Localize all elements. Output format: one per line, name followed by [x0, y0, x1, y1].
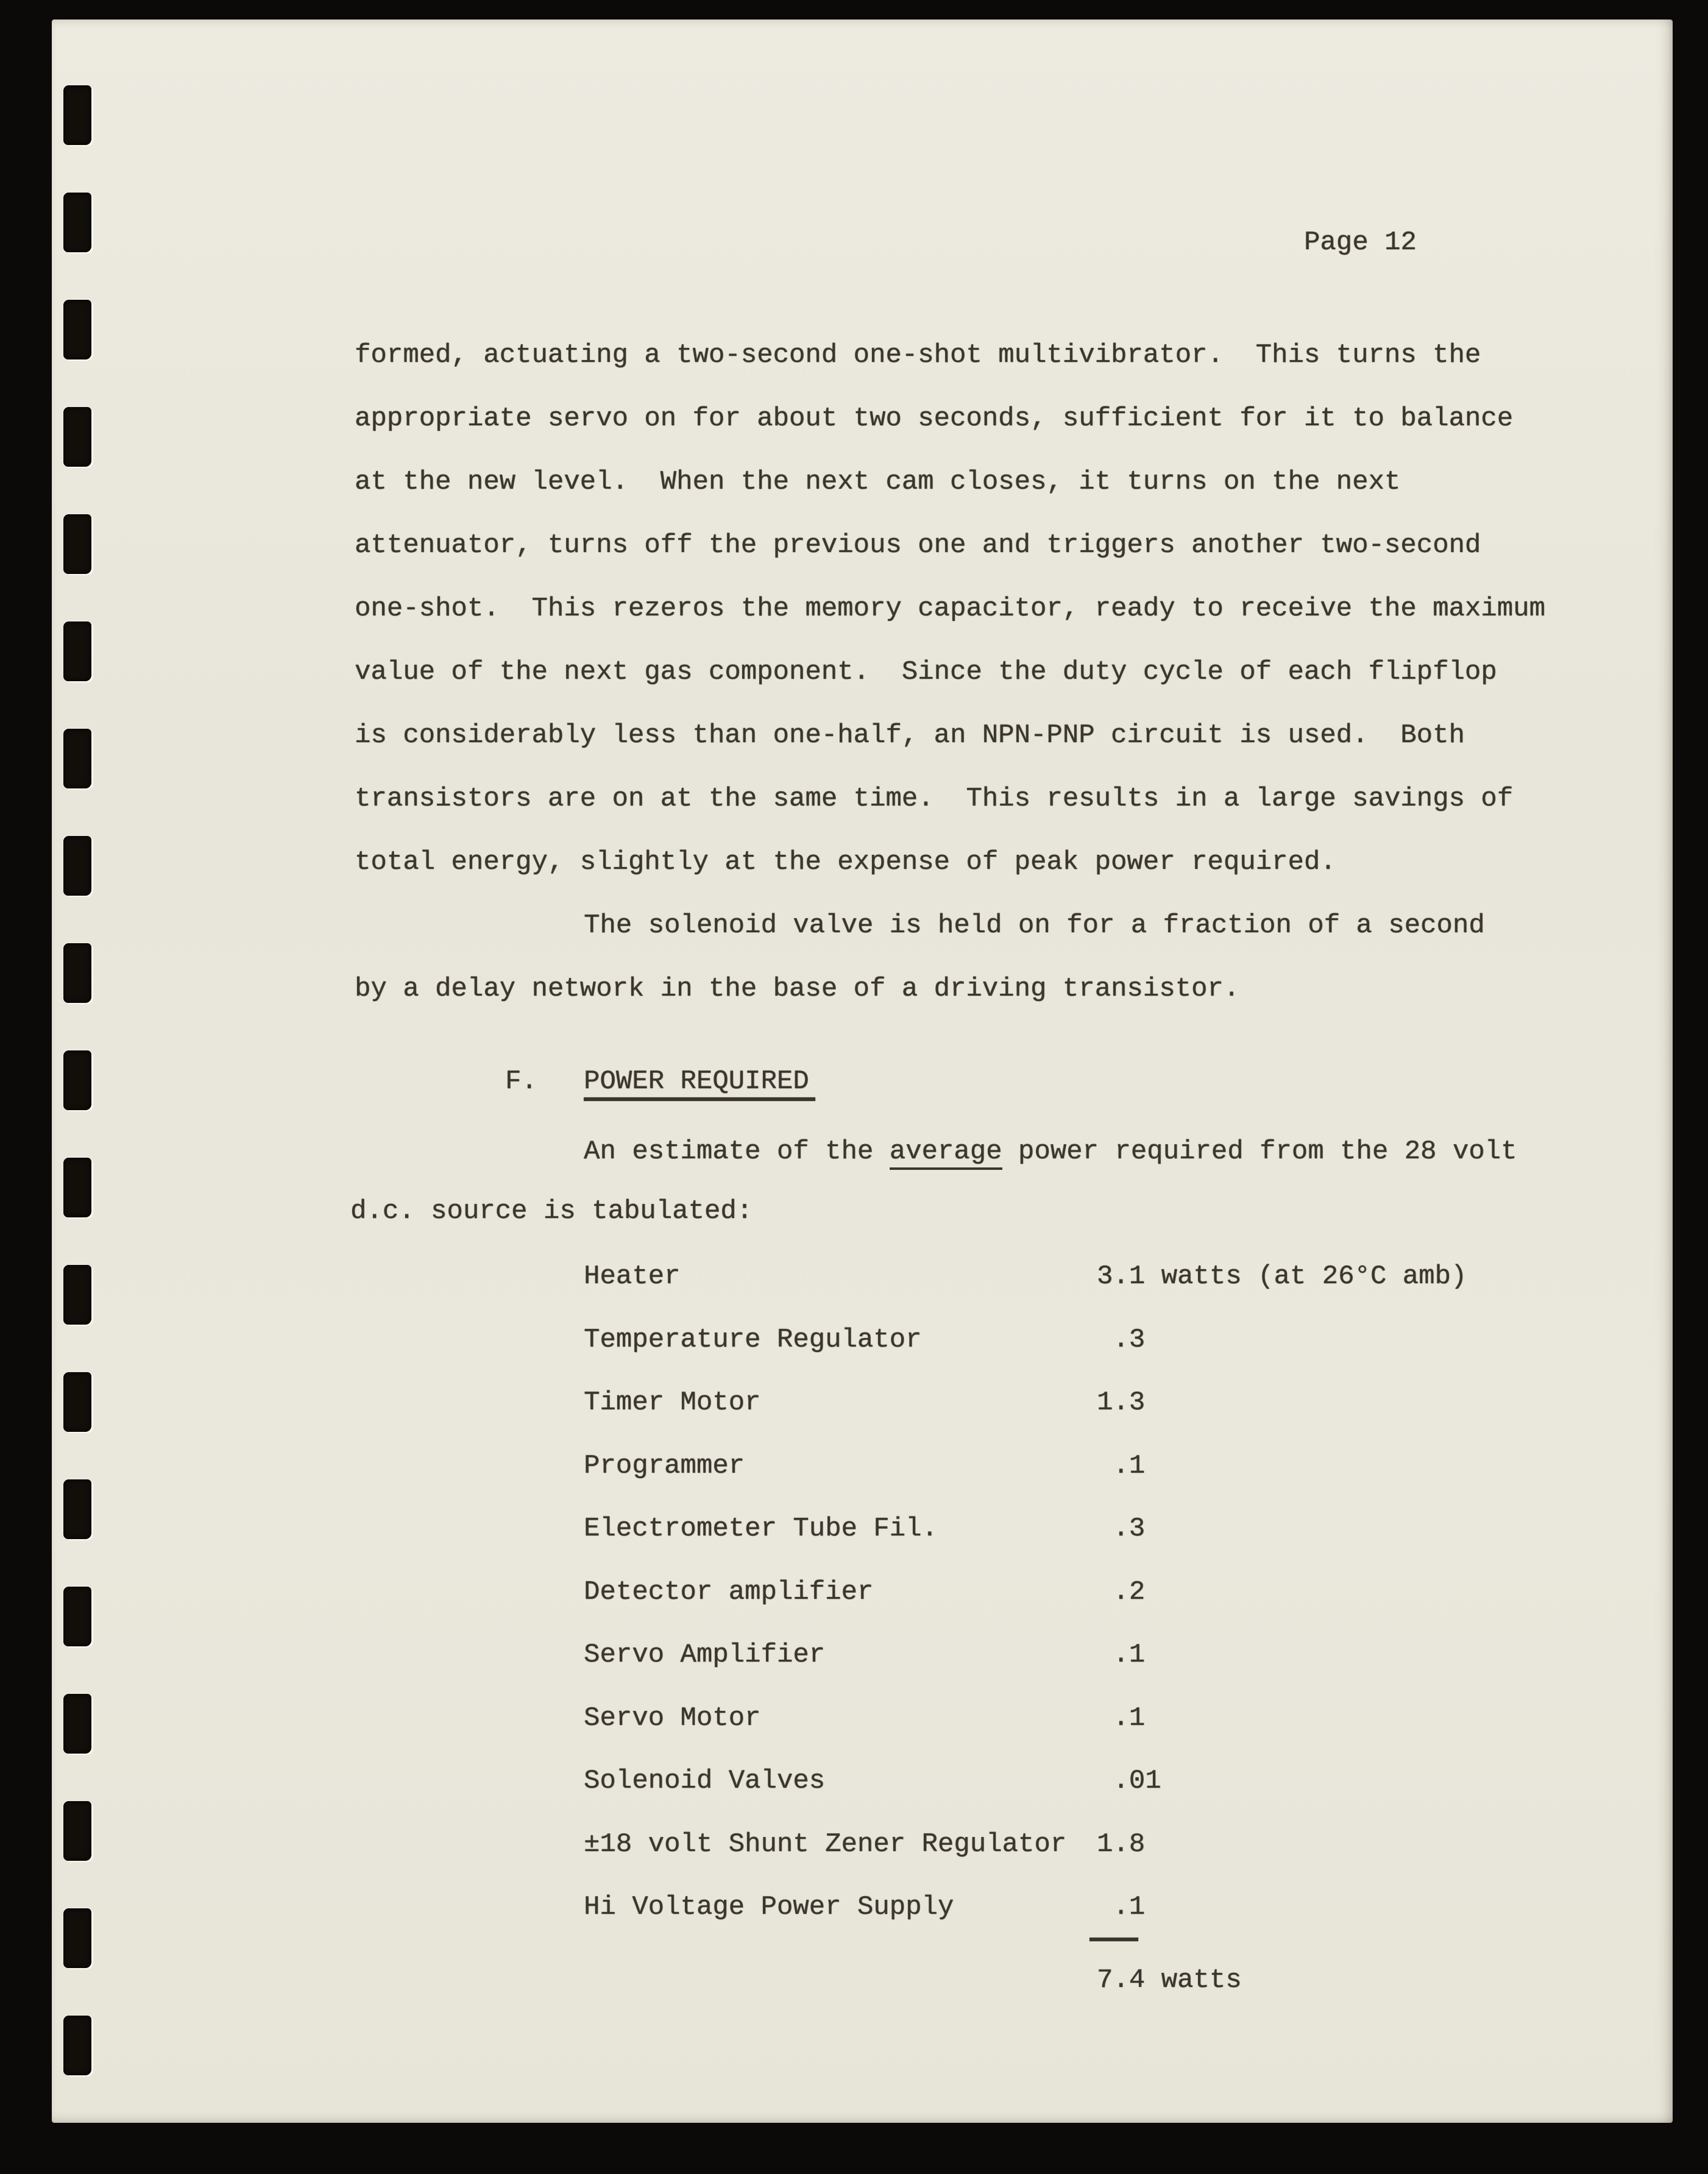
body-line: transistors are on at the same time. This results in a large savings of: [355, 784, 1514, 814]
table-total: 7.4 watts: [1097, 1965, 1242, 1995]
intro-underlined-word: average: [890, 1136, 1002, 1170]
binding-hole: [63, 1479, 91, 1539]
binding-hole: [63, 729, 91, 788]
body-line: total energy, slightly at the expense of peak power required.: [355, 847, 1336, 877]
table-row-label: Detector amplifier: [584, 1577, 874, 1607]
table-row-label: Temperature Regulator: [584, 1325, 922, 1355]
table-row-label: Electrometer Tube Fil.: [584, 1514, 938, 1544]
table-row-label: Servo Amplifier: [584, 1640, 826, 1670]
binding-hole: [63, 1694, 91, 1754]
table-row-label: Solenoid Valves: [584, 1766, 826, 1796]
binding-hole: [63, 2016, 91, 2075]
binding-hole: [63, 1587, 91, 1646]
binding-hole: [63, 300, 91, 359]
table-sum-underline: [1090, 1938, 1138, 1941]
binding-hole: [63, 1050, 91, 1110]
table-row-value: .3: [1097, 1514, 1146, 1544]
section-title: POWER REQUIRED: [584, 1066, 809, 1097]
body-line: at the new level. When the next cam closes, it turns on the next: [355, 467, 1401, 497]
body-line: attenuator, turns off the previous one and triggers another two-second: [355, 530, 1481, 561]
binding-hole: [63, 1372, 91, 1432]
binding-hole: [63, 85, 91, 145]
binding-hole: [63, 836, 91, 896]
binding-hole: [63, 1908, 91, 1968]
table-row-value: .1: [1097, 1703, 1146, 1733]
binding-hole: [63, 1801, 91, 1861]
body-line: is considerably less than one-half, an NPN-PNP circuit is used. Both: [355, 720, 1465, 751]
table-row-value: .2: [1097, 1577, 1146, 1607]
table-row-value: 3.1 watts (at 26°C amb): [1097, 1261, 1467, 1292]
section-intro-line2: d.c. source is tabulated:: [350, 1196, 753, 1227]
binding-hole: [63, 407, 91, 467]
table-row-label: Servo Motor: [584, 1703, 761, 1733]
binding-hole: [63, 514, 91, 574]
table-row-value: .01: [1097, 1766, 1161, 1796]
binding-hole: [63, 943, 91, 1003]
paper-sheet: [52, 19, 1673, 2123]
binding-hole: [63, 1158, 91, 1217]
table-row-value: .1: [1097, 1451, 1146, 1481]
table-row-label: Heater: [584, 1261, 681, 1292]
table-row-value: .3: [1097, 1325, 1146, 1355]
page-number: Page 12: [1304, 227, 1417, 258]
binding-hole: [63, 1265, 91, 1325]
intro-pre: An estimate of the: [584, 1136, 890, 1167]
table-row-label: Hi Voltage Power Supply: [584, 1892, 954, 1922]
table-row-value: 1.3: [1097, 1387, 1146, 1418]
section-intro-line: [584, 1138, 1517, 1165]
table-row-value: .1: [1097, 1892, 1146, 1922]
table-row-value: 1.8: [1097, 1829, 1146, 1860]
table-row-label: ±18 volt Shunt Zener Regulator: [584, 1829, 1067, 1860]
intro-post: power required from the 28 volt: [1002, 1136, 1517, 1167]
body-line: one-shot. This rezeros the memory capacitor, ready to receive the maximum: [355, 593, 1545, 624]
body-line: by a delay network in the base of a driving transistor.: [355, 974, 1240, 1004]
body-line-indented: The solenoid valve is held on for a fraction of a second: [584, 910, 1485, 941]
table-row-label: Timer Motor: [584, 1387, 761, 1418]
body-line: value of the next gas component. Since the duty cycle of each flipflop: [355, 657, 1497, 687]
body-line: appropriate servo on for about two seconds, sufficient for it to balance: [355, 403, 1514, 434]
body-line: formed, actuating a two-second one-shot multivibrator. This turns the: [355, 340, 1481, 370]
table-row-value: .1: [1097, 1640, 1146, 1670]
binding-hole: [63, 193, 91, 252]
binding-hole: [63, 621, 91, 681]
section-title-underline: [584, 1097, 815, 1101]
section-letter: F.: [505, 1066, 537, 1097]
table-row-label: Programmer: [584, 1451, 745, 1481]
